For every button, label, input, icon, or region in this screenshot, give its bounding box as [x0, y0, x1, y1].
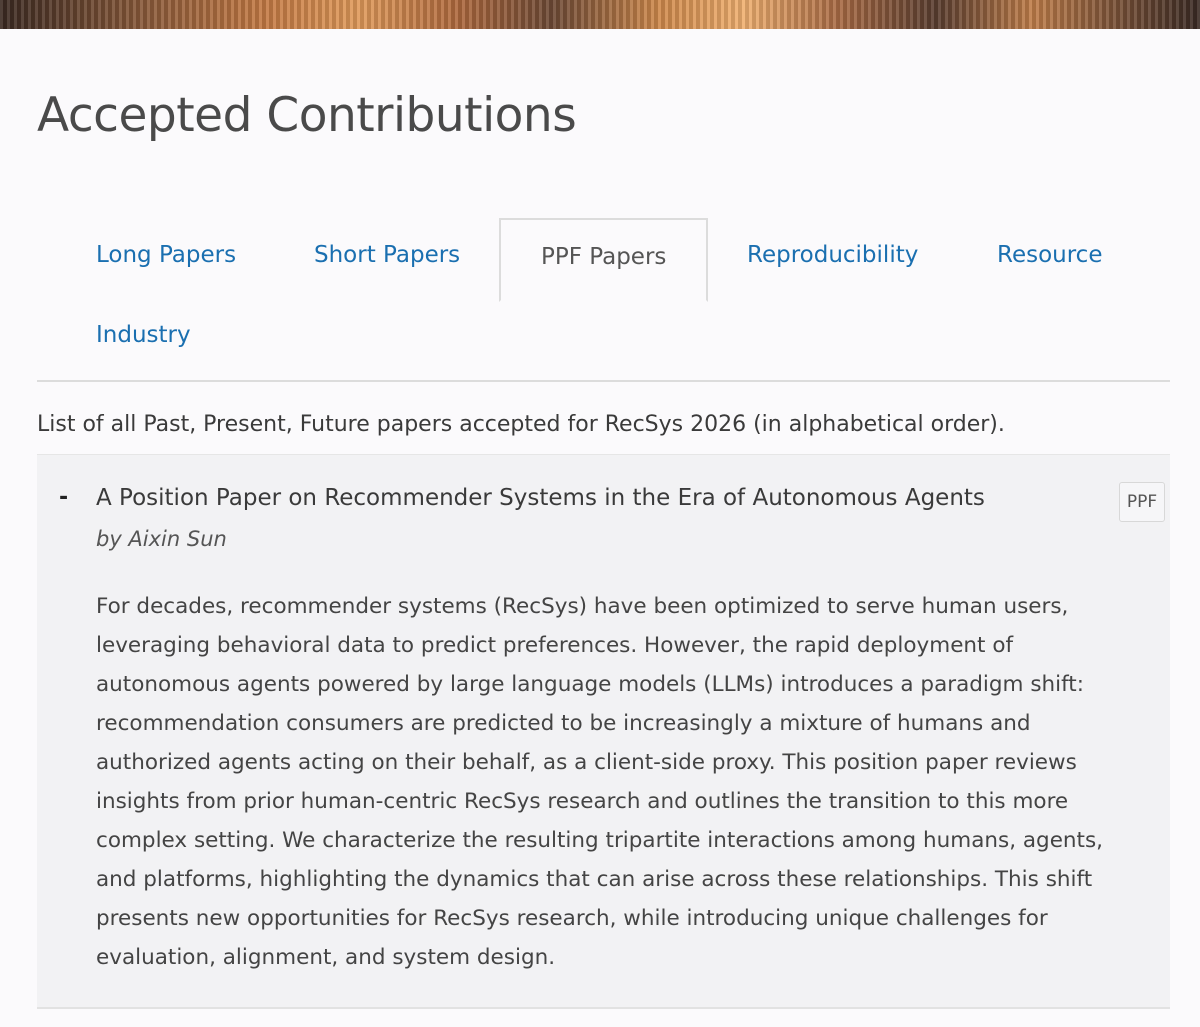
tab-industry[interactable]: Industry: [96, 322, 191, 348]
header-banner-image: [0, 0, 1200, 29]
tab-long-papers[interactable]: Long Papers: [96, 242, 237, 268]
tab-reproducibility[interactable]: Reproducibility: [747, 242, 919, 268]
paper-abstract: For decades, recommender systems (RecSys) have been optimized to serve human users, leveraging behavioral data to predict preferences. However, the rapid deployment of autonomous agents powered by large language models (LLMs) introduces a paradigm shift: recommendation consumers are predicted to be increasingly a mixture of humans and authorized agents acting on their behalf, as a client-side proxy. This position paper reviews insights from prior human-centric RecSys research and outlines the transition to this more complex setting. We characterize the resulting tripartite interactions among humans, agents, and platforms, highlighting the dynamics that can arise across these relationships. This shift presents new opportunities for RecSys research, while introducing unique challenges for evaluation, alignment, and system design.: [96, 594, 1104, 970]
page-title: Accepted Contributions: [37, 88, 577, 143]
paper-type-badge: PPF: [1119, 482, 1165, 522]
paper-entry: [37, 454, 1170, 1009]
intro-text: List of all Past, Present, Future papers accepted for RecSys 2026 (in alphabetical order).: [37, 412, 1005, 437]
paper-title[interactable]: A Position Paper on Recommender Systems in the Era of Autonomous Agents: [96, 485, 985, 511]
collapse-toggle[interactable]: -: [59, 485, 69, 510]
banner-cityscape: [0, 0, 1200, 29]
tab-bar: [37, 218, 1170, 382]
tab-ppf-papers[interactable]: PPF Papers: [499, 218, 708, 302]
tab-short-papers[interactable]: Short Papers: [314, 242, 461, 268]
paper-authors: by Aixin Sun: [96, 527, 227, 551]
tab-resource[interactable]: Resource: [997, 242, 1103, 268]
